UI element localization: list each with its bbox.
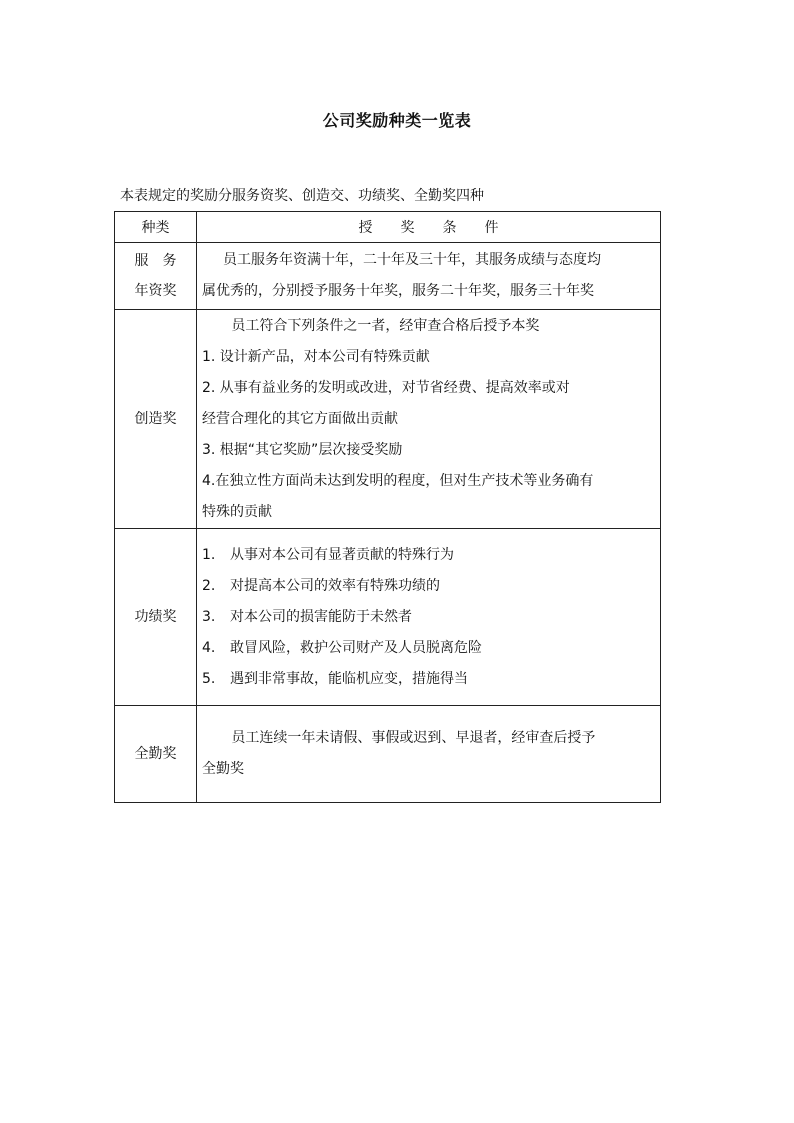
list-item: 3. 对本公司的损害能防于未然者 bbox=[202, 608, 412, 625]
list-item: 4. 敢冒风险，救护公司财产及人员脱离危险 bbox=[202, 639, 482, 656]
category-cell-attendance: 全勤奖 bbox=[115, 706, 197, 803]
condition-line: 3. 根据“其它奖励”层次接受奖励 bbox=[202, 441, 403, 458]
list-item: 1. 从事对本公司有显著贡献的特殊行为 bbox=[202, 546, 454, 563]
conditions-cell-merit bbox=[197, 529, 661, 706]
condition-line: 员工连续一年未请假、事假或迟到、早退者，经审查后授予 bbox=[231, 730, 596, 746]
table-row bbox=[115, 529, 661, 706]
category-label-line1: 服 务 bbox=[134, 253, 177, 269]
conditions-cell-service bbox=[197, 243, 661, 310]
list-item: 5. 遇到非常事故，能临机应变，措施得当 bbox=[202, 670, 468, 687]
condition-line: 员工符合下列条件之一者，经审查合格后授予本奖 bbox=[231, 317, 540, 334]
table-row bbox=[115, 243, 661, 310]
condition-line: 属优秀的，分别授予服务十年奖，服务二十年奖，服务三十年奖 bbox=[202, 283, 594, 299]
page-title: 公司奖励种类一览表 bbox=[322, 111, 472, 130]
conditions-cell-creation bbox=[197, 310, 661, 529]
condition-line: 经营合理化的其它方面做出贡献 bbox=[202, 410, 398, 427]
condition-line: 员工服务年资满十年，二十年及三十年，其服务成绩与态度均 bbox=[223, 252, 601, 268]
conditions-cell-attendance bbox=[197, 706, 661, 803]
table-row bbox=[115, 706, 661, 803]
condition-line: 全勤奖 bbox=[202, 761, 244, 777]
condition-line: 4.在独立性方面尚未达到发明的程度，但对生产技术等业务确有 bbox=[202, 472, 594, 489]
awards-table bbox=[114, 211, 661, 803]
table-row bbox=[115, 310, 661, 529]
list-item: 2. 对提高本公司的效率有特殊功绩的 bbox=[202, 577, 440, 594]
intro-text: 本表规定的奖励分服务资奖、创造交、功绩奖、全勤奖四种 bbox=[120, 188, 484, 204]
condition-line: 1. 设计新产品，对本公司有特殊贡献 bbox=[202, 348, 430, 365]
table-header-row bbox=[115, 212, 661, 243]
header-conditions: 授 奖 条 件 bbox=[197, 212, 661, 243]
category-cell-service bbox=[115, 243, 197, 310]
category-label-line2: 年资奖 bbox=[134, 283, 177, 299]
category-cell-merit: 功绩奖 bbox=[115, 529, 197, 706]
header-category: 种类 bbox=[115, 212, 197, 243]
condition-line: 特殊的贡献 bbox=[202, 503, 272, 520]
condition-line: 2. 从事有益业务的发明或改进，对节省经费、提高效率或对 bbox=[202, 379, 570, 396]
category-cell-creation: 创造奖 bbox=[115, 310, 197, 529]
